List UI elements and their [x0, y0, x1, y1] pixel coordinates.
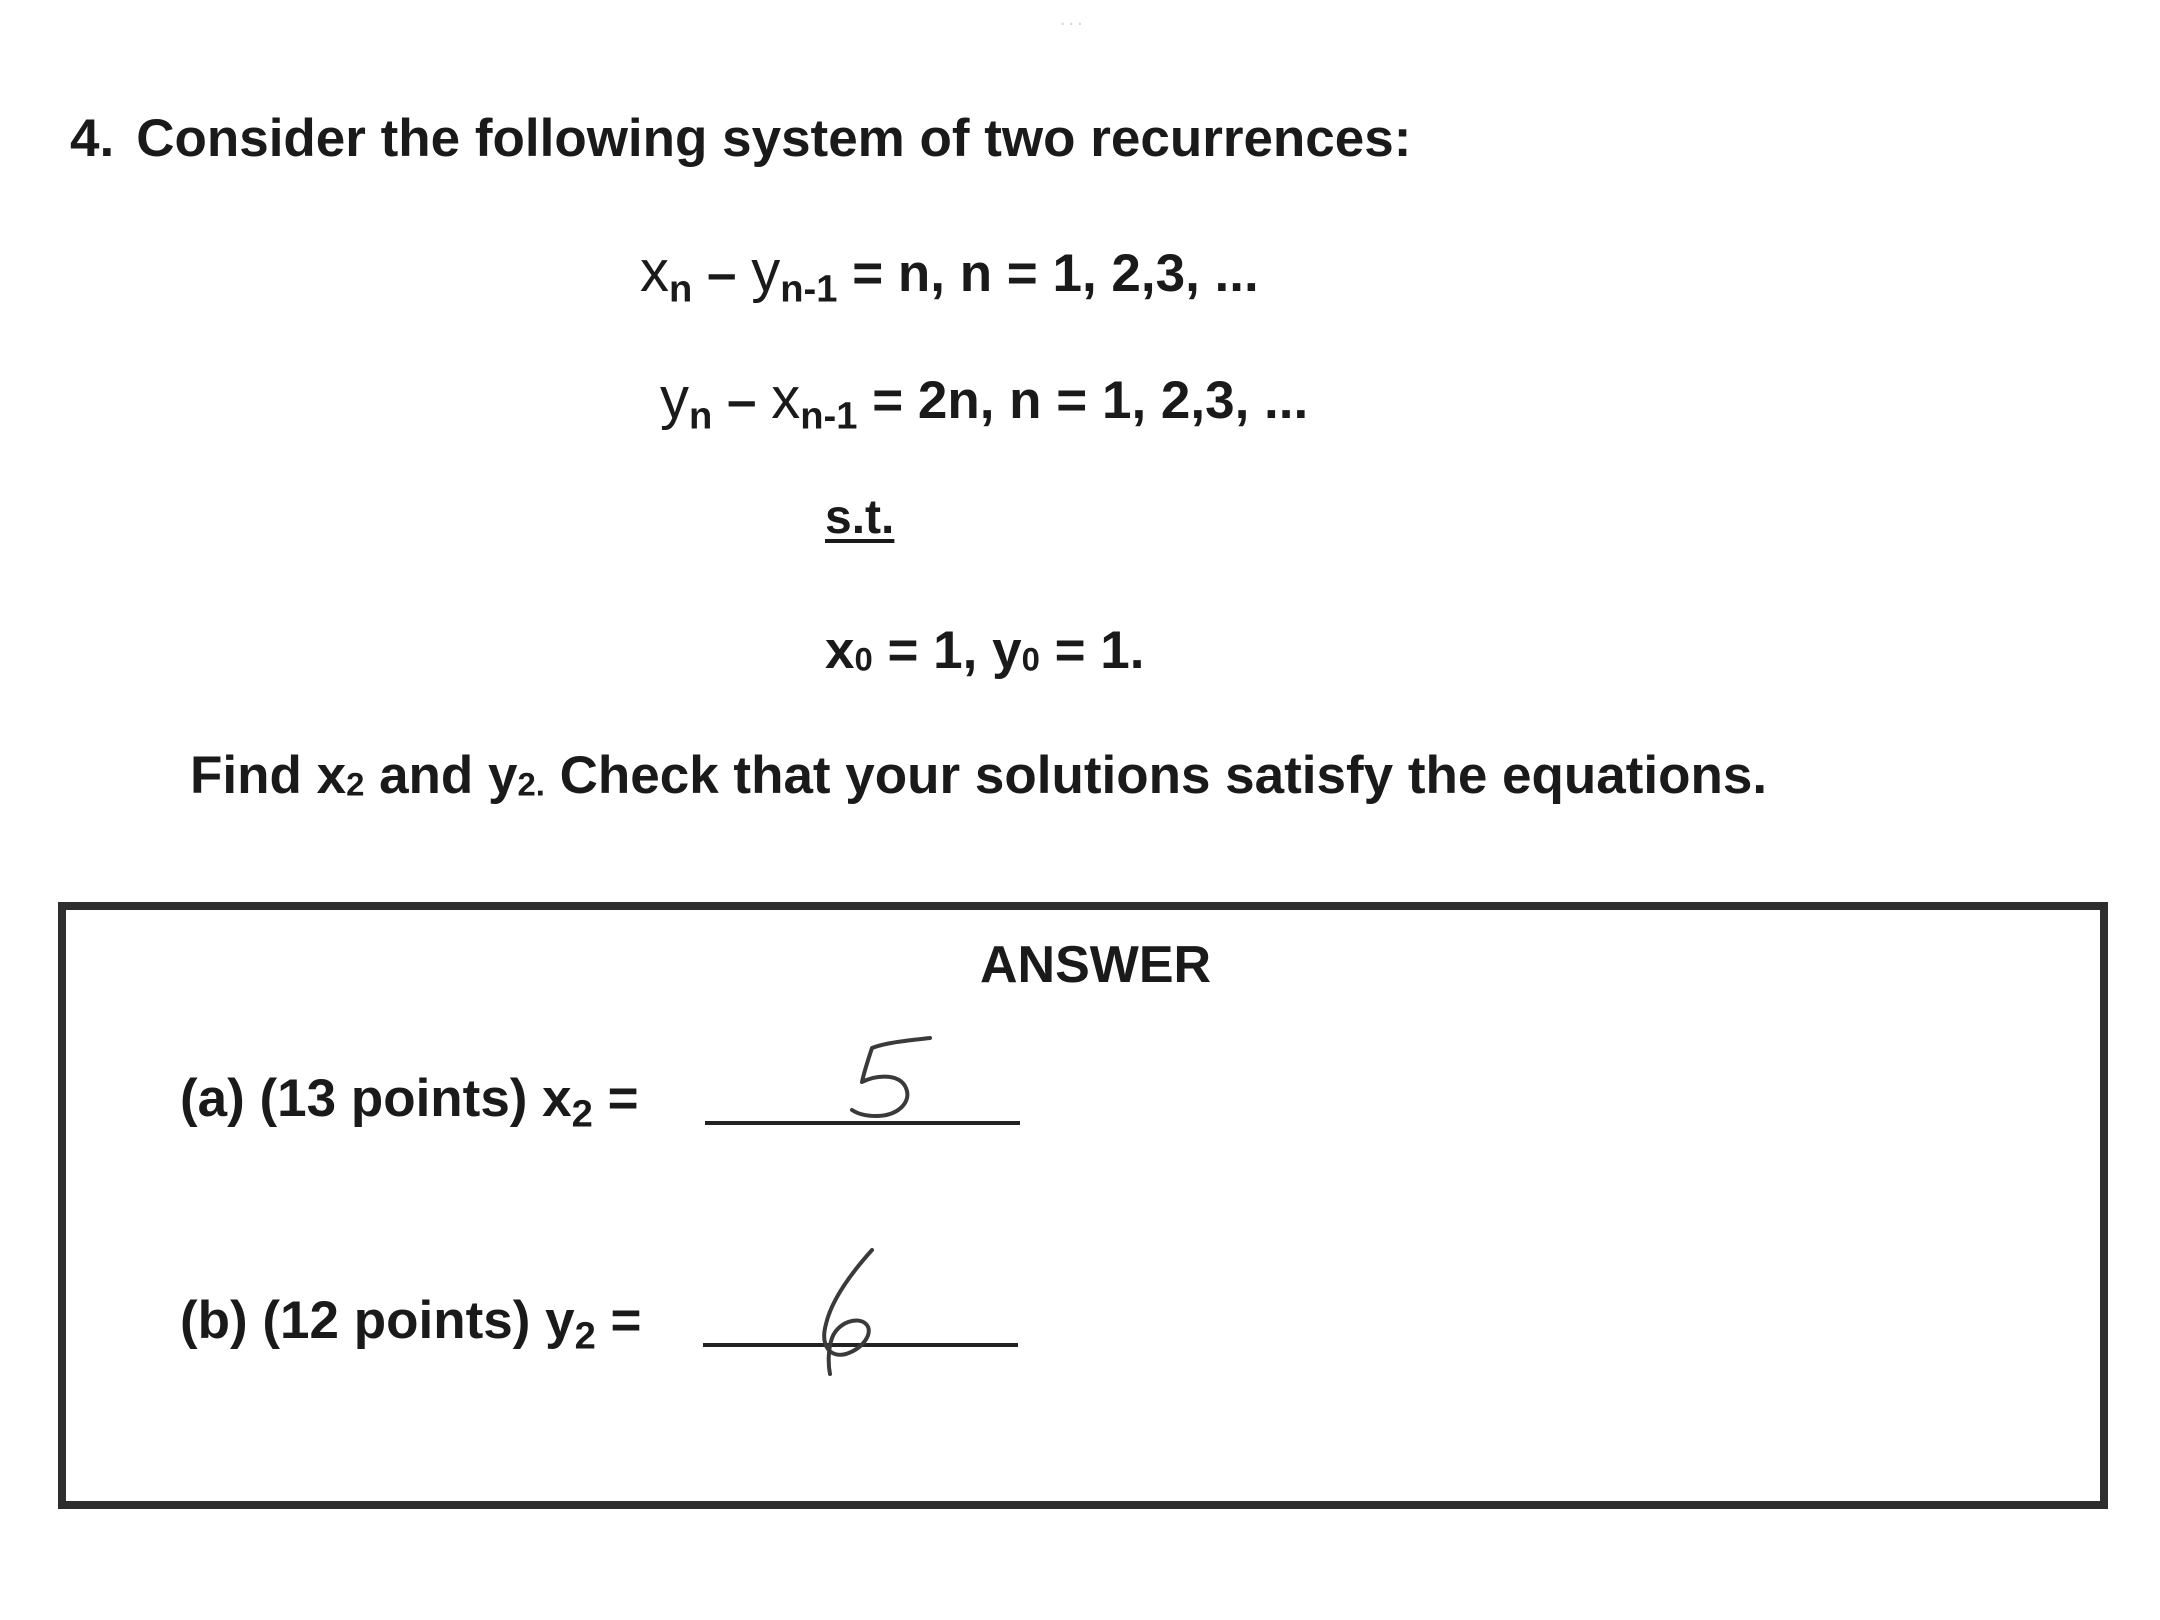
- find-instruction: Find $x_2$ and $y_{2.}$ Check that your solutions satisfy the equations.: [190, 746, 1768, 805]
- answer-a-label: (a) (13 points) $x_2$ =: [180, 1069, 639, 1136]
- equation-1: $x_n - y_{n-1} = n$, n = 1, 2,3, ...: [640, 239, 1259, 311]
- subject-to-label: s.t.: [825, 491, 895, 544]
- handwritten-answer-a: [820, 1030, 950, 1130]
- question-prompt: [70, 108, 1411, 169]
- initial-conditions: $x_0 = 1$, $y_0 = 1$.: [825, 621, 1145, 680]
- handwritten-answer-b: [800, 1240, 920, 1380]
- question-number: 4.: [70, 109, 115, 168]
- question-text: Consider the following system of two recurrences:: [136, 109, 1412, 168]
- top-dots: ...: [1060, 8, 1086, 30]
- equation-2: $y_n - x_{n-1} = 2n$, n = 1, 2,3, ...: [660, 366, 1309, 438]
- answer-title: ANSWER: [980, 936, 1212, 994]
- answer-b-label: (b) (12 points) $y_2$ =: [180, 1291, 642, 1358]
